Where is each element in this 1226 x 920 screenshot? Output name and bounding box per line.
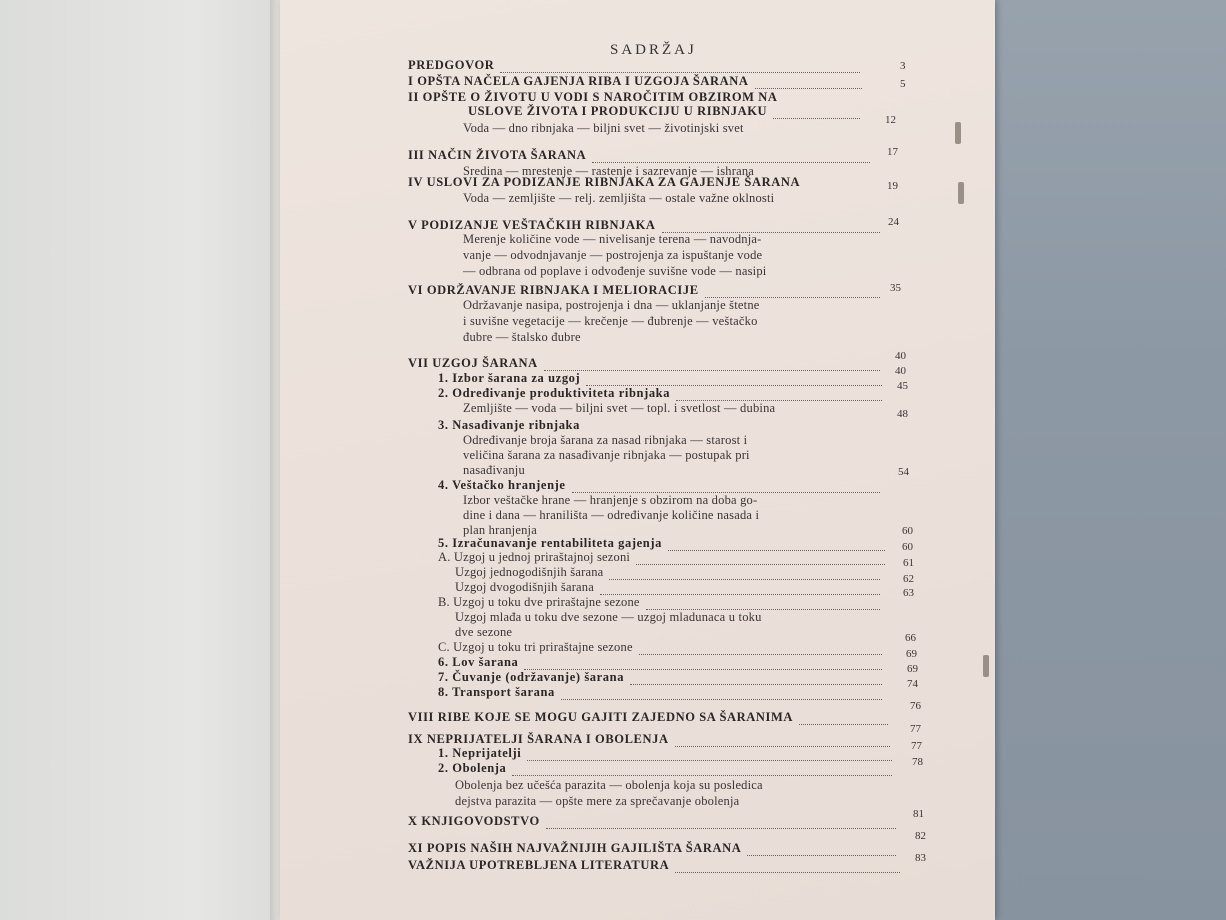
toc-entry: 8. Transport šarana [438,685,555,699]
toc-entry: V PODIZANJE VEŠTAČKIH RIBNJAKA [408,218,656,232]
page-number: 77 [910,723,921,735]
toc-subentry: Određivanje broja šarana za nasad ribnjaka — starost i [463,433,748,447]
dot-leader [546,828,896,829]
toc-subentry: — odbrana od poplave i odvođenje suvišne vode — nasipi [463,264,767,278]
page-number: 74 [907,678,918,690]
toc-entry: I OPŠTA NAČELA GAJENJA RIBA I UZGOJA ŠARANA [408,74,749,88]
toc-entry: USLOVE ŽIVOTA I PRODUKCIJU U RIBNJAKU [468,104,768,118]
page-number: 17 [887,146,898,158]
toc-entry: II OPŠTE O ŽIVOTU U VODI S NAROČITIM OBZIROM NA [408,90,778,104]
dot-leader [675,746,890,747]
dot-leader [600,594,880,595]
toc-entry: X KNJIGOVODSTVO [408,814,540,828]
page-number: 40 [895,365,906,377]
staple [955,122,961,144]
toc-subentry: Merenje količine vode — nivelisanje terena — navodnja- [463,232,762,246]
toc-entry: 3. Nasađivanje ribnjaka [438,418,580,432]
page-number: 5 [900,78,906,90]
dot-leader [500,72,860,73]
page-number: 77 [911,740,922,752]
dot-leader [639,654,882,655]
page-number: 35 [890,282,901,294]
page-number: 61 [903,557,914,569]
dot-leader [773,118,860,119]
toc-subentry: C. Uzgoj u toku tri priraštajne sezone [438,640,633,654]
toc-entry: 1. Neprijatelji [438,746,522,760]
page-number: 24 [888,216,899,228]
toc-subentry: Obolenja bez učešća parazita — obolenja koja su posledica [455,778,763,792]
toc-entry: 1. Izbor šarana za uzgoj [438,371,581,385]
page-number: 63 [903,587,914,599]
toc-subentry: B. Uzgoj u toku dve priraštajne sezone [438,595,640,609]
toc-entry: IX NEPRIJATELJI ŠARANA I OBOLENJA [408,732,669,746]
toc-title: SADRŽAJ [610,42,697,58]
toc-subentry: veličina šarana za nasađivanje ribnjaka — postupak pri [463,448,750,462]
page-number: 81 [913,808,924,820]
toc-entry: PREDGOVOR [408,58,495,72]
staple [983,655,989,677]
toc-entry: III NAČIN ŽIVOTA ŠARANA [408,148,587,162]
dot-leader [636,564,885,565]
toc-subentry: Voda — dno ribnjaka — biljni svet — životinjski svet [463,121,744,135]
dot-leader [747,855,896,856]
toc-entry: 2. Obolenja [438,761,507,775]
page-number: 66 [905,632,916,644]
dot-leader [544,370,880,371]
dot-leader [630,684,882,685]
dot-leader [512,775,892,776]
toc-entry: 5. Izračunavanje rentabiliteta gajenja [438,536,662,550]
toc-subentry: dejstva parazita — opšte mere za sprečavanje obolenja [455,794,740,808]
toc-subentry: dine i dana — hranilišta — određivanje količine nasada i [463,508,760,522]
background-left [0,0,278,920]
toc-subentry: nasađivanju [463,463,525,477]
page-number: 12 [885,114,896,126]
page-number: 82 [915,830,926,842]
toc-entry: VIII RIBE KOJE SE MOGU GAJITI ZAJEDNO SA ŠARANIMA [408,710,794,724]
dot-leader [561,699,882,700]
toc-subentry: Izbor veštačke hrane — hranjenje s obzirom na doba go- [463,493,758,507]
page-number: 60 [902,541,913,553]
page-number: 60 [902,525,913,537]
toc-subentry: Zemljište — voda — biljni svet — topl. i svetlost — dubina [463,401,776,415]
page-number: 83 [915,852,926,864]
toc-subentry: đubre — štalsko đubre [463,330,581,344]
toc-entry: VII UZGOJ ŠARANA [408,356,538,370]
toc-subentry: Uzgoj mlađa u toku dve sezone — uzgoj mladunaca u toku [455,610,762,624]
dot-leader [527,760,892,761]
page-number: 3 [900,60,906,72]
toc-entry: 6. Lov šarana [438,655,519,669]
toc-subentry: Održavanje nasipa, postrojenja i dna — uklanjanje štetne [463,298,760,312]
page-number: 54 [898,466,909,478]
dot-leader [799,724,888,725]
toc-entry: VI ODRŽAVANJE RIBNJAKA I MELIORACIJE [408,283,699,297]
page-number: 48 [897,408,908,420]
toc-subentry: Uzgoj dvogodišnjih šarana [455,580,595,594]
page-number: 76 [910,700,921,712]
dot-leader [668,550,885,551]
page-number: 69 [906,648,917,660]
toc-subentry: Voda — zemljište — relj. zemljišta — ostale važne oklnosti [463,191,775,205]
toc-subentry: vanje — odvodnjavanje — postrojenja za ispuštanje vode [463,248,763,262]
toc-entry: 7. Čuvanje (održavanje) šarana [438,670,625,684]
toc-entry: 2. Određivanje produktiviteta ribnjaka [438,386,671,400]
toc-subentry: A. Uzgoj u jednoj priraštajnoj sezoni [438,550,631,564]
toc-entry: XI POPIS NAŠIH NAJVAŽNIJIH GAJILIŠTA ŠARANA [408,841,742,855]
dot-leader [755,88,862,89]
toc-entry: 4. Veštačko hranjenje [438,478,566,492]
toc-subentry: dve sezone [455,625,513,639]
toc-subentry: Uzgoj jednogodišnjih šarana [455,565,604,579]
toc-subentry: i suvišne vegetacije — krečenje — đubrenje — veštačko [463,314,758,328]
dot-leader [675,872,900,873]
dot-leader [609,579,880,580]
dot-leader [592,162,870,163]
page-number: 45 [897,380,908,392]
toc-subentry: plan hranjenja [463,523,537,537]
toc-subentry: Sredina — mrestenje — rastenje i sazrevanje — ishrana [463,164,755,178]
page-number: 19 [887,180,898,192]
toc-entry: IV USLOVI ZA PODIZANJE RIBNJAKA ZA GAJENJE ŠARANA [408,175,801,189]
book-cover [968,0,1226,920]
page-number: 40 [895,350,906,362]
staple [958,182,964,204]
page-number: 62 [903,573,914,585]
page-number: 78 [912,756,923,768]
page-number: 69 [907,663,918,675]
toc-entry: VAŽNIJA UPOTREBLJENA LITERATURA [408,858,670,872]
